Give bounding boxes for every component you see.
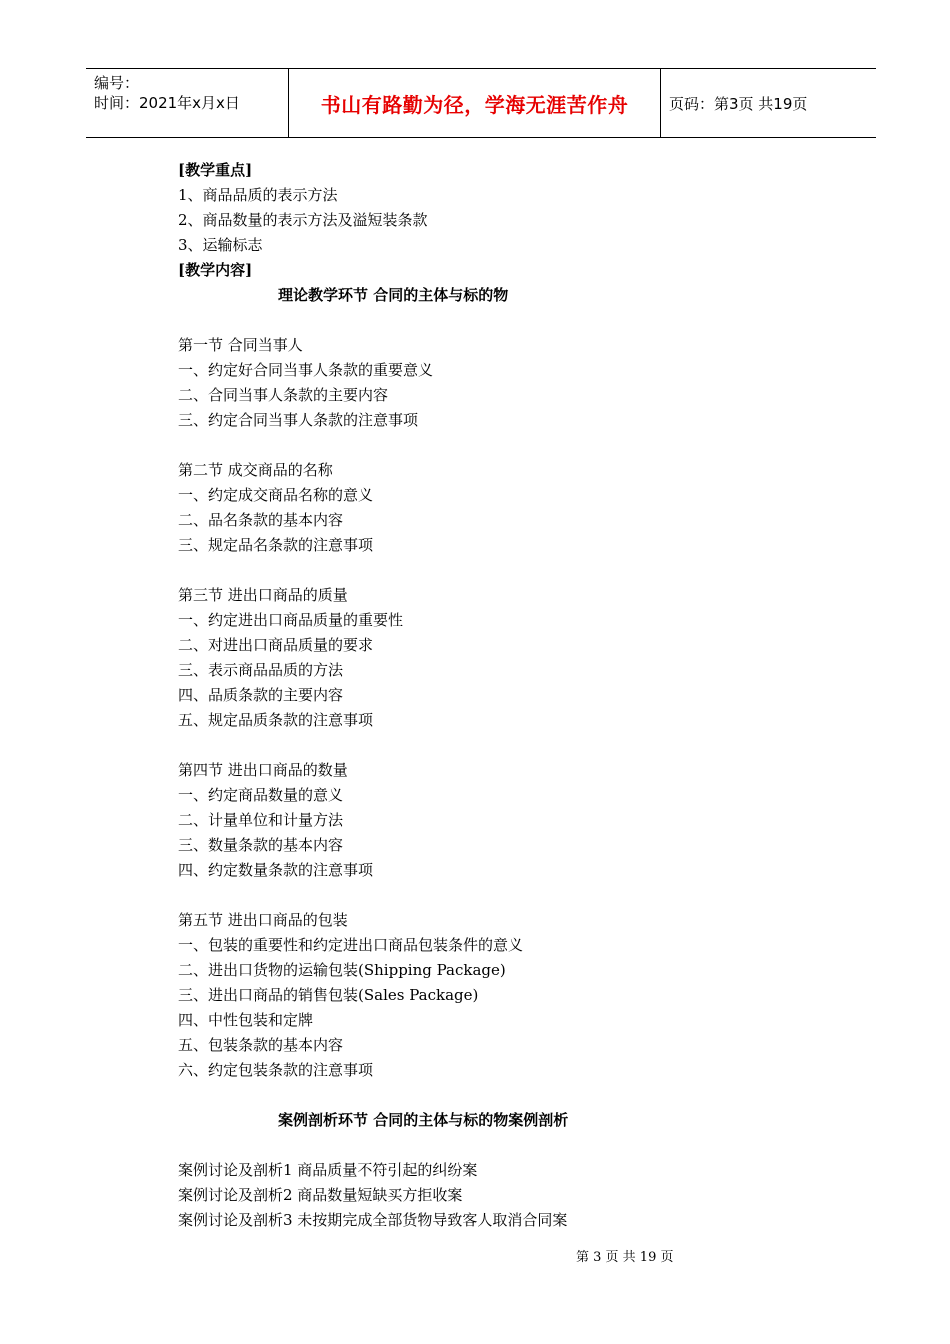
number-label: 编号： — [94, 74, 140, 92]
section-title: 第四节 进出口商品的数量 — [178, 761, 348, 779]
section-item: 三、进出口商品的销售包装(Sales Package) — [178, 986, 479, 1004]
section-title: 第三节 进出口商品的质量 — [178, 586, 348, 604]
section-item: 五、规定品质条款的注意事项 — [178, 711, 374, 729]
document-body — [178, 158, 818, 1233]
section-item: 三、数量条款的基本内容 — [178, 836, 344, 854]
section-item: 二、进出口货物的运输包装(Shipping Package) — [178, 961, 506, 979]
section-item: 六、约定包装条款的注意事项 — [178, 1061, 374, 1079]
section-item: 四、品质条款的主要内容 — [178, 686, 344, 704]
header-meta — [86, 69, 288, 137]
section-item: 二、计量单位和计量方法 — [178, 811, 344, 829]
section-item: 一、约定商品数量的意义 — [178, 786, 344, 804]
theory-title: 理论教学环节 合同的主体与标的物 — [278, 286, 509, 304]
section-item: 二、对进出口商品质量的要求 — [178, 636, 374, 654]
section-item: 二、合同当事人条款的主要内容 — [178, 386, 389, 404]
content-heading: [教学内容] — [178, 261, 253, 279]
focus-item: 2、商品数量的表示方法及溢短装条款 — [178, 211, 428, 229]
section-item: 一、包装的重要性和约定进出口商品包装条件的意义 — [178, 936, 524, 954]
section-title: 第一节 合同当事人 — [178, 336, 303, 354]
page-header — [86, 68, 876, 138]
section-item: 二、品名条款的基本内容 — [178, 511, 344, 529]
header-page-info: 页码：第3页 共19页 — [669, 94, 808, 113]
section-item: 一、约定好合同当事人条款的重要意义 — [178, 361, 434, 379]
time-label: 时间：2021年x月x日 — [94, 94, 240, 112]
case-item: 案例讨论及剖析2 商品数量短缺买方拒收案 — [178, 1186, 463, 1204]
case-item: 案例讨论及剖析1 商品质量不符引起的纠纷案 — [178, 1161, 478, 1179]
focus-heading: [教学重点] — [178, 161, 253, 179]
case-title: 案例剖析环节 合同的主体与标的物案例剖析 — [278, 1111, 569, 1129]
section-item: 四、中性包装和定牌 — [178, 1011, 314, 1029]
section-item: 一、约定成交商品名称的意义 — [178, 486, 374, 504]
section-item: 三、约定合同当事人条款的注意事项 — [178, 411, 419, 429]
page-footer: 第 3 页 共 19 页 — [576, 1250, 674, 1265]
case-item: 案例讨论及剖析3 未按期完成全部货物导致客人取消合同案 — [178, 1211, 568, 1229]
section-title: 第二节 成交商品的名称 — [178, 461, 333, 479]
focus-item: 3、运输标志 — [178, 236, 263, 254]
section-item: 一、约定进出口商品质量的重要性 — [178, 611, 404, 629]
section-item: 三、表示商品品质的方法 — [178, 661, 344, 679]
section-item: 三、规定品名条款的注意事项 — [178, 536, 374, 554]
section-item: 四、约定数量条款的注意事项 — [178, 861, 374, 879]
section-item: 五、包装条款的基本内容 — [178, 1036, 344, 1054]
header-motto: 书山有路勤为径，学海无涯苦作舟 — [288, 69, 661, 137]
section-title: 第五节 进出口商品的包装 — [178, 911, 348, 929]
focus-item: 1、商品品质的表示方法 — [178, 186, 338, 204]
